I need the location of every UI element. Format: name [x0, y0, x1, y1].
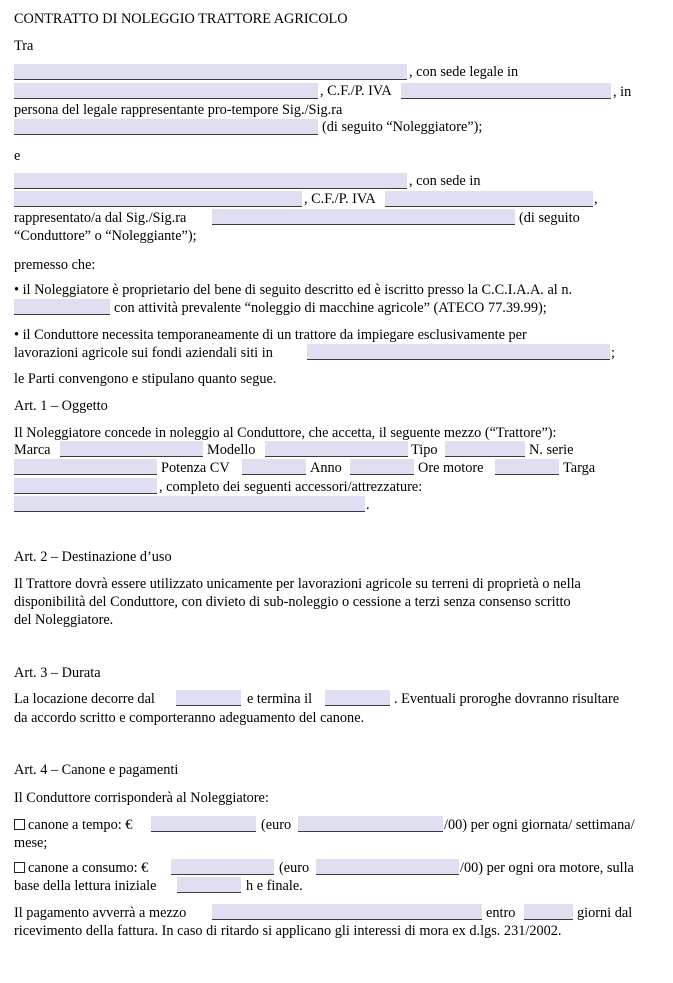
text: canone a consumo: €	[28, 860, 149, 876]
text: le Parti convengono e stipulano quanto segue.	[14, 371, 277, 387]
text: Marca	[14, 442, 51, 458]
checkbox-icon[interactable]	[14, 819, 25, 830]
text: (euro	[261, 817, 292, 833]
text: mese;	[14, 835, 48, 851]
noleggiatore-name-field[interactable]	[14, 64, 407, 80]
text: /00) per ogni giornata/ settimana/	[444, 817, 635, 833]
art2-heading: Art. 2 – Destinazione d’uso	[14, 549, 172, 565]
text: da accordo scritto e comporteranno adeguamento del canone.	[14, 710, 365, 726]
art3-heading: Art. 3 – Durata	[14, 665, 101, 681]
canone-tempo-option[interactable]	[14, 817, 132, 834]
text: del Noleggiatore.	[14, 612, 114, 628]
text: disponibilità del Conduttore, con divieto di sub-noleggio o cessione a terzi senza consenso scritto	[14, 594, 571, 610]
tipo-field[interactable]	[445, 441, 525, 457]
accessori-field[interactable]	[14, 496, 365, 512]
canone-consumo-words-field[interactable]	[316, 859, 459, 875]
text: Il pagamento avverrà a mezzo	[14, 905, 187, 921]
fondi-location-field[interactable]	[307, 344, 610, 360]
e-label: e	[14, 148, 21, 164]
pagamento-mezzo-field[interactable]	[212, 904, 482, 920]
marca-field[interactable]	[60, 441, 203, 457]
canone-tempo-words-field[interactable]	[298, 816, 443, 832]
text: persona del legale rappresentante pro-tempore Sig./Sig.ra	[14, 102, 343, 118]
text: , C.F./P. IVA	[304, 191, 376, 207]
text: giorni dal	[577, 905, 633, 921]
text: .	[366, 497, 370, 513]
text: Ore motore	[418, 460, 484, 476]
text: rappresentato/a dal Sig./Sig.ra	[14, 210, 187, 226]
noleggiatore-piva-field[interactable]	[401, 83, 611, 99]
ore-motore-field[interactable]	[495, 459, 559, 475]
text: lavorazioni agricole sui fondi aziendali siti in	[14, 345, 273, 361]
conduttore-sede-field[interactable]	[14, 191, 302, 207]
text: . Eventuali proroghe dovranno risultare	[394, 691, 620, 707]
text: , in	[613, 84, 632, 100]
premesso-label: premesso che:	[14, 257, 96, 273]
conduttore-rappresentante-field[interactable]	[212, 209, 515, 225]
targa-field[interactable]	[14, 478, 157, 494]
text: Targa	[563, 460, 596, 476]
document-title: CONTRATTO DI NOLEGGIO TRATTORE AGRICOLO	[14, 11, 348, 27]
art1-heading: Art. 1 – Oggetto	[14, 398, 108, 414]
text: Il Noleggiatore concede in noleggio al Conduttore, che accetta, il seguente mezzo (“Trattore”):	[14, 425, 557, 441]
text: “Conduttore” o “Noleggiante”);	[14, 228, 197, 244]
potenza-field[interactable]	[242, 459, 306, 475]
canone-consumo-amount-field[interactable]	[171, 859, 274, 875]
cciaa-number-field[interactable]	[14, 299, 110, 315]
canone-consumo-option[interactable]	[14, 860, 148, 877]
anno-field[interactable]	[350, 459, 414, 475]
decorrenza-date-field[interactable]	[176, 690, 241, 706]
text: ricevimento della fattura. In caso di ritardo si applicano gli interessi di mora ex d.lgs. 231/2002.	[14, 923, 562, 939]
text: (euro	[279, 860, 310, 876]
text: Modello	[207, 442, 256, 458]
checkbox-icon[interactable]	[14, 862, 25, 873]
text: ,	[594, 191, 598, 207]
text: (di seguito “Noleggiatore”);	[322, 119, 483, 135]
text: , completo dei seguenti accessori/attrezzature:	[159, 479, 423, 495]
text: Il Conduttore corrisponderà al Noleggiatore:	[14, 790, 269, 806]
giorni-field[interactable]	[524, 904, 573, 920]
text: La locazione decorre dal	[14, 691, 155, 707]
text: , con sede legale in	[409, 64, 519, 80]
text: Tipo	[411, 442, 438, 458]
text: con attività prevalente “noleggio di macchine agricole” (ATECO 77.39.99);	[114, 300, 547, 316]
bullet-text: • il Conduttore necessita temporaneamente di un trattore da impiegare esclusivamente per	[14, 327, 527, 343]
modello-field[interactable]	[265, 441, 408, 457]
text: entro	[486, 905, 516, 921]
canone-tempo-amount-field[interactable]	[151, 816, 256, 832]
text: N. serie	[529, 442, 574, 458]
text: Anno	[310, 460, 342, 476]
text: Potenza CV	[161, 460, 230, 476]
conduttore-piva-field[interactable]	[385, 191, 593, 207]
text: , C.F./P. IVA	[320, 83, 392, 99]
art4-heading: Art. 4 – Canone e pagamenti	[14, 762, 179, 778]
text: e termina il	[247, 691, 313, 707]
noleggiatore-sede-field[interactable]	[14, 83, 318, 99]
text: Il Trattore dovrà essere utilizzato unicamente per lavorazioni agricole su terreni di proprietà o nella	[14, 576, 581, 592]
text: /00) per ogni ora motore, sulla	[460, 860, 634, 876]
tra-label: Tra	[14, 38, 34, 54]
conduttore-name-field[interactable]	[14, 173, 407, 189]
text: canone a tempo: €	[28, 817, 133, 833]
nserie-field[interactable]	[14, 459, 157, 475]
text: base della lettura iniziale	[14, 878, 157, 894]
text: ;	[611, 345, 615, 361]
text: (di seguito	[519, 210, 580, 226]
text: h e finale.	[246, 878, 303, 894]
termine-date-field[interactable]	[325, 690, 390, 706]
lettura-iniziale-field[interactable]	[177, 877, 241, 893]
bullet-text: • il Noleggiatore è proprietario del bene di seguito descritto ed è iscritto presso la C.C.I.A.A. al n.	[14, 282, 573, 298]
text: , con sede in	[409, 173, 481, 189]
noleggiatore-rappresentante-field[interactable]	[14, 119, 318, 135]
